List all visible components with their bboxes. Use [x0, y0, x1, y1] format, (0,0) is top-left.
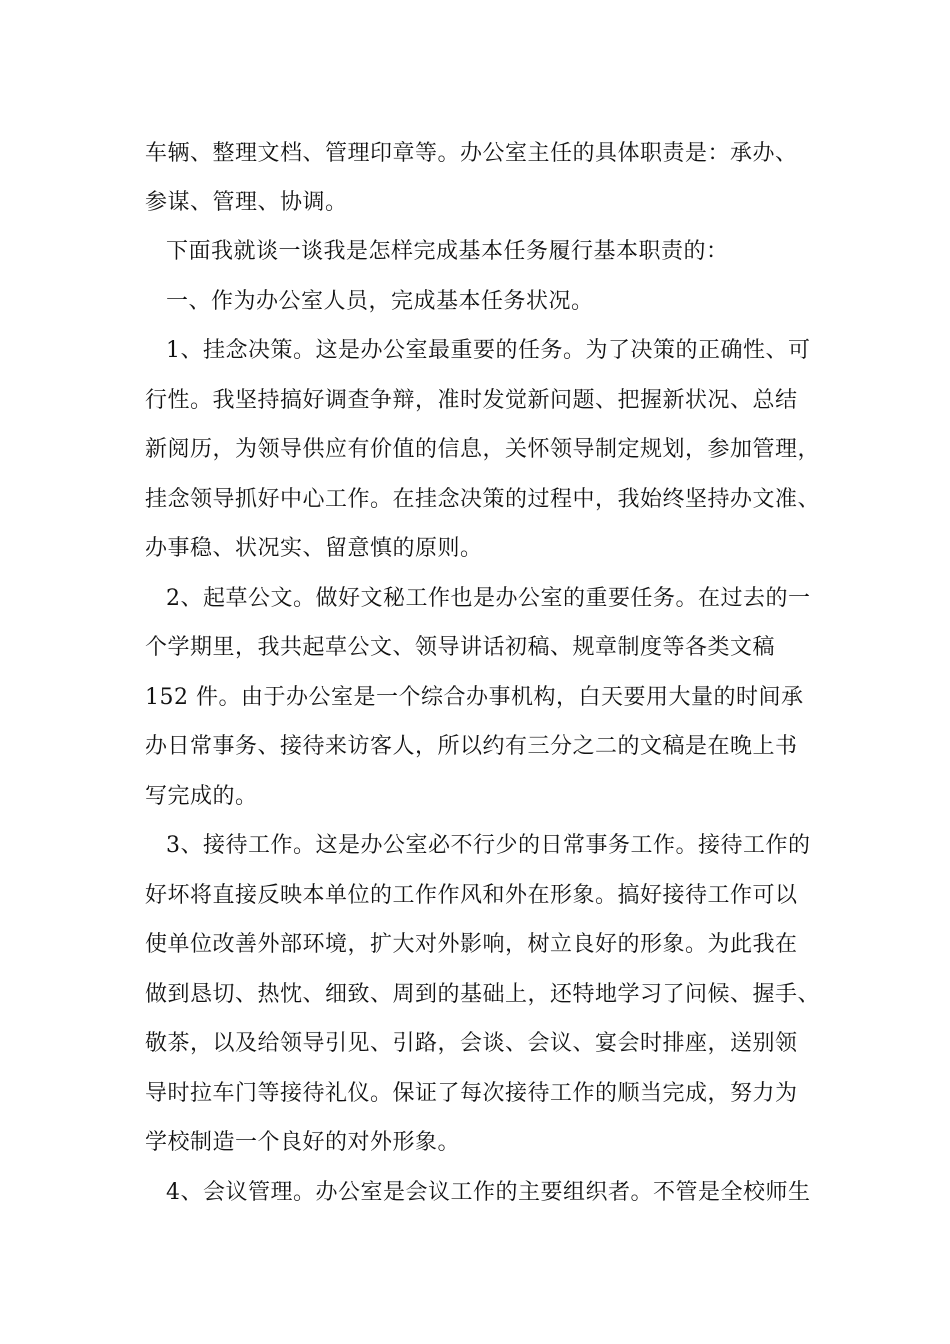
- text-line: 导时拉车门等接待礼仪。保证了每次接待工作的顺当完成，努力为: [145, 1081, 798, 1106]
- text-line: 学校制造一个良好的对外形象。: [145, 1130, 461, 1155]
- text-line: 好坏将直接反映本单位的工作作风和外在形象。搞好接待工作可以: [145, 883, 798, 908]
- text-line: 参谋、管理、协调。: [145, 190, 348, 215]
- text-line: 下面我就谈一谈我是怎样完成基本任务履行基本职责的：: [166, 239, 729, 264]
- text-line: 做到恳切、热忱、细致、周到的基础上，还特地学习了问候、握手、: [145, 982, 821, 1007]
- section-heading: 一、作为办公室人员，完成基本任务状况。: [166, 289, 594, 314]
- text-line: 152 件。由于办公室是一个综合办事机构，白天要用大量的时间承: [145, 685, 804, 710]
- text-line: 新阅历，为领导供应有价值的信息，关怀领导制定规划，参加管理，: [145, 437, 821, 462]
- text-line: 1、挂念决策。这是办公室最重要的任务。为了决策的正确性、可: [166, 338, 811, 363]
- text-line: 3、接待工作。这是办公室必不行少的日常事务工作。接待工作的: [166, 833, 811, 858]
- text-line: 车辆、整理文档、管理印章等。办公室主任的具体职责是：承办、: [145, 141, 798, 166]
- text-line: 办日常事务、接待来访客人，所以约有三分之二的文稿是在晚上书: [145, 734, 798, 759]
- text-line: 挂念领导抓好中心工作。在挂念决策的过程中，我始终坚持办文准、: [145, 487, 821, 512]
- text-line: 办事稳、状况实、留意慎的原则。: [145, 536, 483, 561]
- text-line: 行性。我坚持搞好调查争辩，准时发觉新问题、把握新状况、总结: [145, 388, 798, 413]
- text-line: 使单位改善外部环境，扩大对外影响，树立良好的形象。为此我在: [145, 932, 798, 957]
- text-line: 个学期里，我共起草公文、领导讲话初稿、规章制度等各类文稿: [145, 635, 776, 660]
- text-line: 2、起草公文。做好文秘工作也是办公室的重要任务。在过去的一: [166, 586, 811, 611]
- text-line: 写完成的。: [145, 784, 258, 809]
- text-line: 4、会议管理。办公室是会议工作的主要组织者。不管是全校师生: [166, 1180, 811, 1205]
- text-line: 敬茶，以及给领导引见、引路，会谈、会议、宴会时排座，送别领: [145, 1031, 798, 1056]
